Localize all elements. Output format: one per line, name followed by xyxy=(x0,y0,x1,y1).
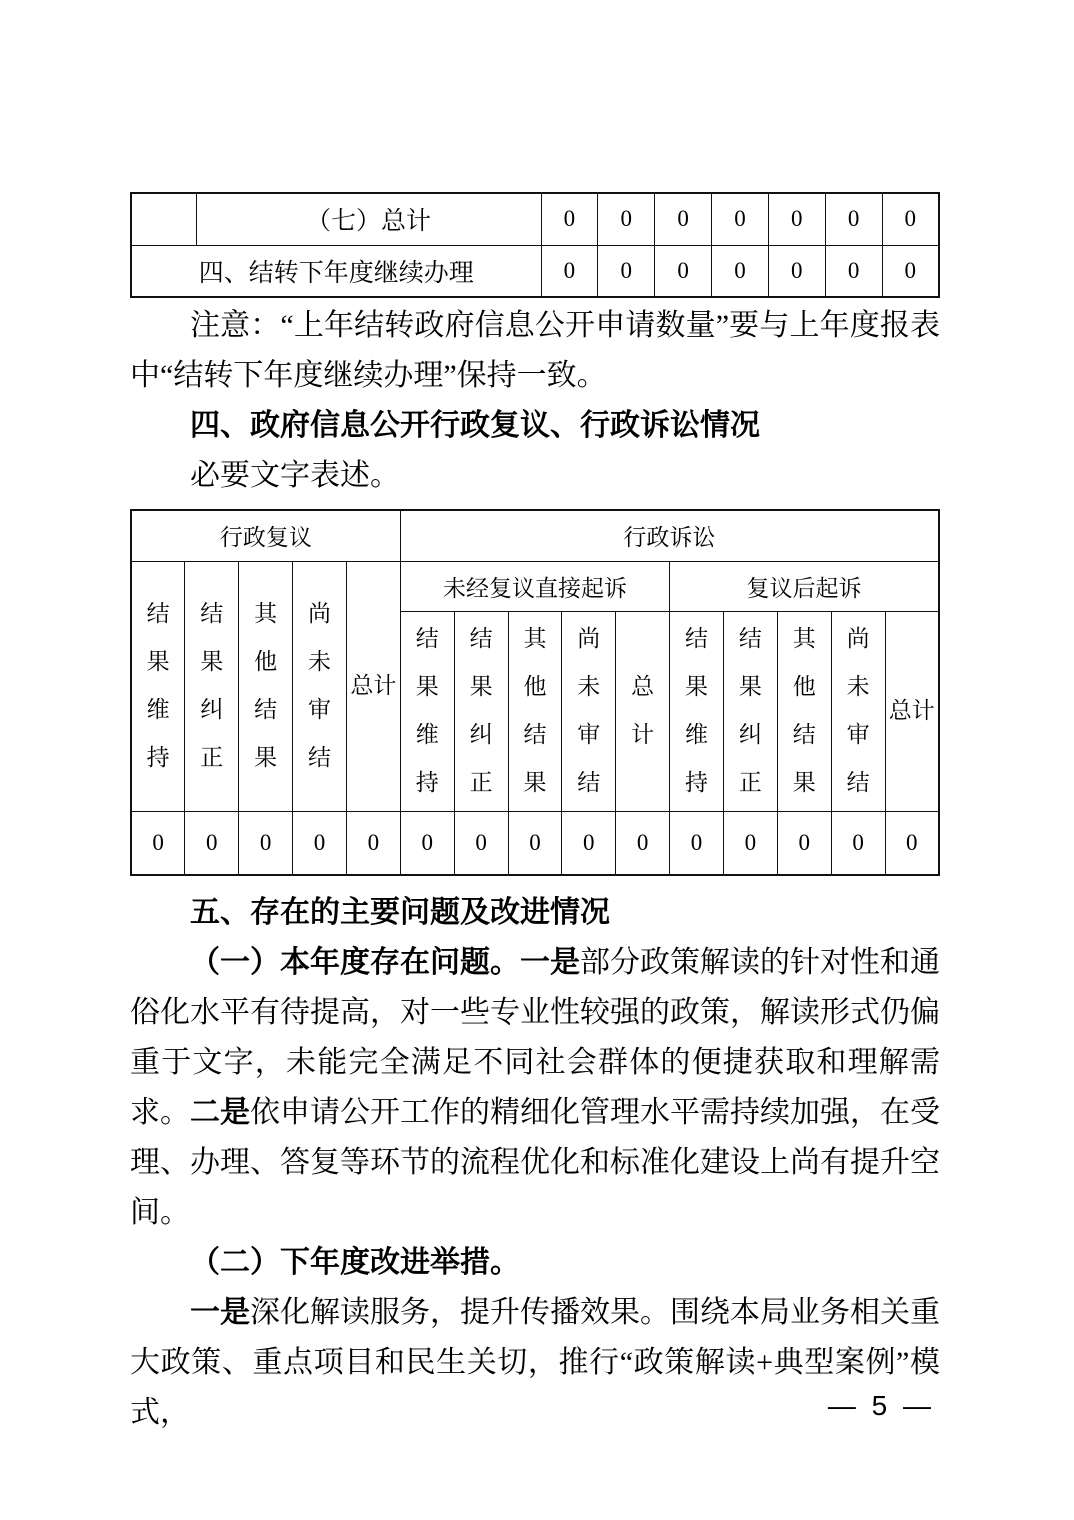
value-cell: 0 xyxy=(768,245,825,297)
header-cell-total xyxy=(616,611,670,811)
section-four-intro: 必要文字表述。 xyxy=(190,459,400,492)
value-cell: 0 xyxy=(185,811,239,875)
vertical-label: 其他结果 xyxy=(792,626,816,795)
value-cell: 0 xyxy=(346,811,400,875)
header-cell-other-result xyxy=(777,611,831,811)
header-cell-pending xyxy=(293,561,347,811)
value-cell: 0 xyxy=(616,811,670,875)
value-cell: 0 xyxy=(293,811,347,875)
section-five-heading: 五、存在的主要问题及改进情况 xyxy=(190,896,610,929)
value-cell: 0 xyxy=(825,193,882,245)
table-row xyxy=(131,245,939,297)
vertical-label: 其他结果 xyxy=(523,626,547,795)
table-data-row xyxy=(131,811,939,875)
bold-run: 一是 xyxy=(190,1296,250,1329)
vertical-label: 总计 xyxy=(631,674,655,747)
header-cell-total: 总计 xyxy=(346,561,400,811)
value-cell: 0 xyxy=(400,811,454,875)
value-cell: 0 xyxy=(882,245,939,297)
header-cell-other-result xyxy=(508,611,562,811)
value-cell: 0 xyxy=(712,245,769,297)
text-run: 依申请公开工作的精细化管理水平需持续加强，在受理、办理、答复等环节的流程优化和标准化建设上尚有提升空间。 xyxy=(130,1096,940,1229)
vertical-label: 结果纠正 xyxy=(469,626,493,795)
row-label-cell: （七）总计 xyxy=(196,193,541,245)
page-content xyxy=(130,0,940,1438)
bold-run: （一）本年度存在问题。一是 xyxy=(190,946,580,979)
value-cell: 0 xyxy=(598,245,655,297)
value-cell: 0 xyxy=(541,193,598,245)
page-number: — 5 — xyxy=(827,1390,935,1421)
value-cell: 0 xyxy=(655,245,712,297)
text-run: 深化解读服务，提升传播效果。围绕本局业务相关重大政策、重点项目和民生关切，推行“政策解读+典型案例”模式， xyxy=(130,1296,940,1429)
row-label-cell: 四、结转下年度继续办理 xyxy=(131,245,541,297)
value-cell: 0 xyxy=(831,811,885,875)
improvement-heading: （二）下年度改进举措。 xyxy=(190,1246,520,1279)
table-row xyxy=(131,193,939,245)
text-run: 部分政策解读的针对性和通俗化水平有待提高，对一些专业性较强的政策，解读形式仍偏重于文字，未能完全满足不同社会群体的便捷获取和理解需求。 xyxy=(130,946,940,1129)
vertical-label: 其他结果 xyxy=(254,601,278,770)
value-cell: 0 xyxy=(885,811,939,875)
value-cell: 0 xyxy=(454,811,508,875)
header-cell-other-result xyxy=(239,561,293,811)
value-cell: 0 xyxy=(655,193,712,245)
review-litigation-table xyxy=(130,509,940,876)
header-cell-result-corrected xyxy=(185,561,239,811)
value-cell: 0 xyxy=(723,811,777,875)
value-cell: 0 xyxy=(712,193,769,245)
bold-run: 二是 xyxy=(190,1096,250,1129)
header-cell-pending xyxy=(562,611,616,811)
header-cell-result-upheld xyxy=(670,611,724,811)
value-cell: 0 xyxy=(131,811,185,875)
table-header-row xyxy=(131,561,939,611)
header-cell-result-upheld xyxy=(131,561,185,811)
vertical-label: 尚未审结 xyxy=(308,601,331,770)
header-cell-pending xyxy=(831,611,885,811)
header-cell-litigation: 行政诉讼 xyxy=(400,510,939,561)
vertical-label: 结果维持 xyxy=(146,601,170,770)
problems-paragraph xyxy=(130,938,940,1238)
value-cell: 0 xyxy=(825,245,882,297)
carryover-table xyxy=(130,192,940,298)
vertical-label: 结果纠正 xyxy=(738,626,762,795)
value-cell: 0 xyxy=(882,193,939,245)
vertical-label: 结果维持 xyxy=(685,626,709,795)
header-cell-suit-after-review: 复议后起诉 xyxy=(670,561,939,611)
vertical-label: 尚未审结 xyxy=(846,626,870,795)
header-cell-result-corrected xyxy=(723,611,777,811)
value-cell: 0 xyxy=(777,811,831,875)
section-four-heading: 四、政府信息公开行政复议、行政诉讼情况 xyxy=(190,409,760,442)
value-cell: 0 xyxy=(670,811,724,875)
value-cell: 0 xyxy=(239,811,293,875)
header-cell-review: 行政复议 xyxy=(131,510,400,561)
header-cell-result-corrected xyxy=(454,611,508,811)
value-cell: 0 xyxy=(508,811,562,875)
empty-cell xyxy=(131,193,196,245)
value-cell: 0 xyxy=(541,245,598,297)
value-cell: 0 xyxy=(598,193,655,245)
header-cell-direct-suit: 未经复议直接起诉 xyxy=(400,561,669,611)
improvement-paragraph xyxy=(130,1288,940,1438)
header-cell-total: 总计 xyxy=(885,611,939,811)
vertical-label: 尚未审结 xyxy=(577,626,601,795)
table-header-row xyxy=(131,510,939,561)
vertical-label: 结果纠正 xyxy=(200,601,224,770)
note-paragraph: 注意：“上年结转政府信息公开申请数量”要与上年度报表中“结转下年度继续办理”保持一致。 xyxy=(130,309,940,392)
vertical-label: 结果维持 xyxy=(415,626,439,795)
value-cell: 0 xyxy=(768,193,825,245)
value-cell: 0 xyxy=(562,811,616,875)
header-cell-result-upheld xyxy=(400,611,454,811)
